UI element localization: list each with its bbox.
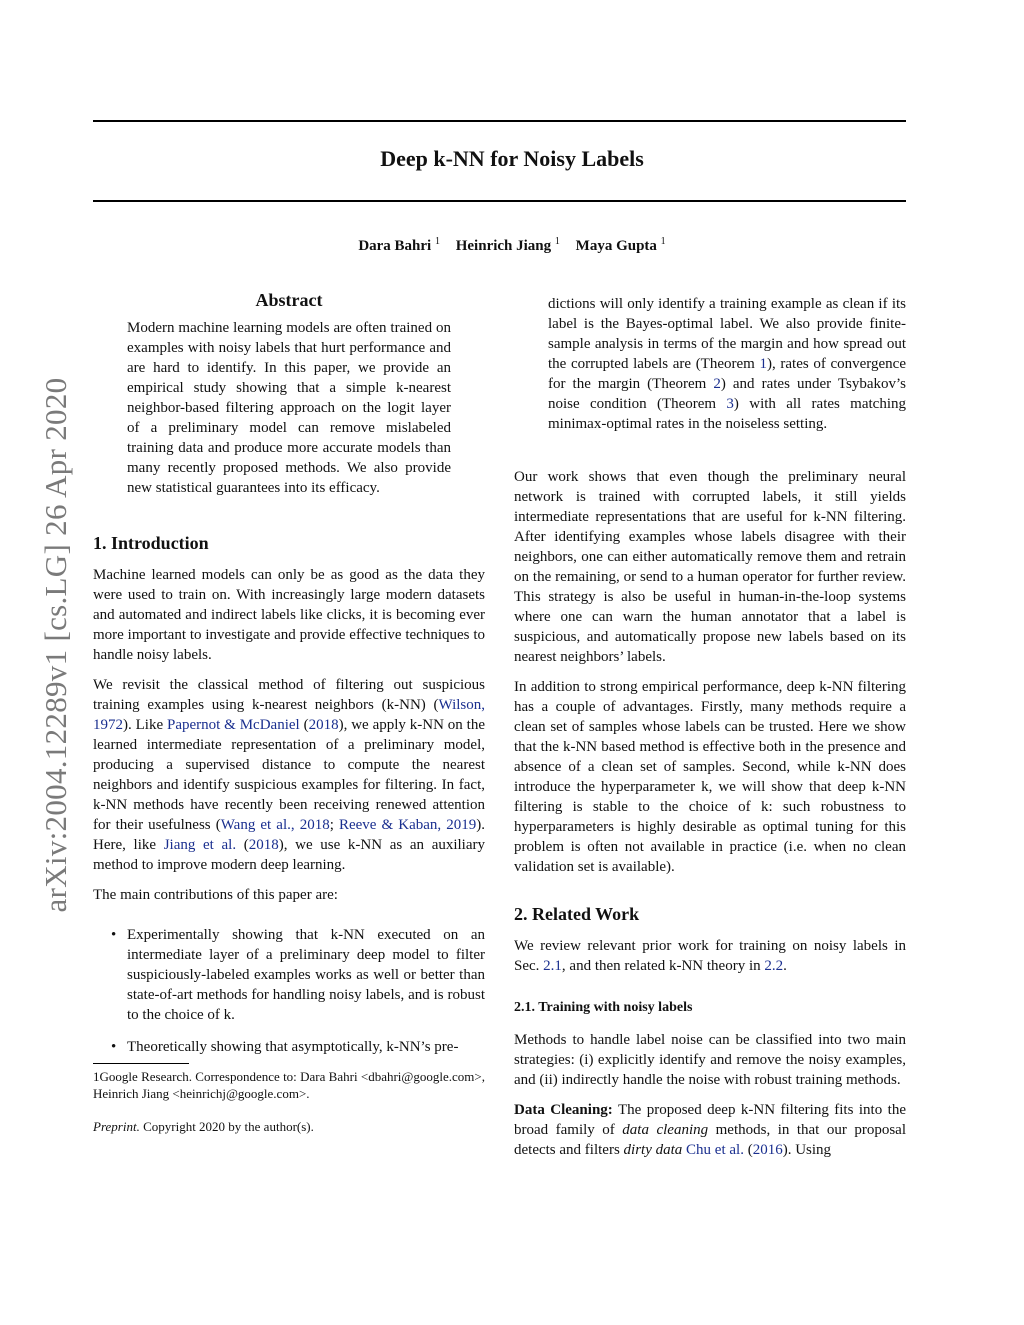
author-name: Dara Bahri bbox=[358, 238, 432, 254]
author-name: Heinrich Jiang bbox=[455, 238, 552, 254]
text-span: ), we apply k-NN on the learned intermediate representation of a preliminary model, producing a supervised distance to compute the nearest neighbors and identify suspicious examples for filtering. In fact, k-NN methods have recently been receiving renewed attention for their usefulness ( bbox=[93, 717, 485, 833]
title-rule-bottom bbox=[93, 200, 906, 202]
section-heading-introduction: 1. Introduction bbox=[93, 533, 209, 553]
section-link[interactable]: 2.2 bbox=[764, 958, 784, 974]
footnote-rule bbox=[93, 1063, 189, 1064]
paper-title: Deep k-NN for Noisy Labels bbox=[380, 146, 644, 171]
theorem-link[interactable]: 1 bbox=[759, 356, 767, 372]
contributions-list bbox=[93, 925, 485, 1057]
preprint-label: Preprint. bbox=[93, 1119, 140, 1134]
abstract-text: Modern machine learning models are often trained on examples with noisy labels that hurt performance and are hard to identify. In this paper, we provide an empirical study showing that a simple k-nearest neighbor-based filtering approach on the logit layer of a preliminary model can remove mislabeled training data and produce more accurate models than many recently proposed methods. We also provide new statistical guarantees into its efficacy. bbox=[127, 320, 451, 496]
section-heading-related-work: 2. Related Work bbox=[514, 904, 640, 924]
text-span: We revisit the classical method of filtering out suspicious training examples using k-nearest neighbors (k-NN) ( bbox=[93, 677, 485, 713]
advantages-paragraph: In addition to strong empirical performance, deep k-NN filtering has a couple of advantages. Firstly, many methods require a clean set of samples whose labels can be trusted. Here we show that the k-NN based method is effective both in the presence and absence of a clean set of samples. Second, while k-NN does introduce the hyperparameter k, we will show that deep k-NN filtering is stable to the choice of k: such robustness to hyperparameters is highly desirable as optimal tuning for this problem is often not available in practice (i.e. when no clean validation set is available). bbox=[514, 679, 906, 875]
run-in-heading: Data Cleaning: bbox=[514, 1102, 613, 1118]
intro-paragraph-3: The main contributions of this paper are: bbox=[93, 887, 338, 903]
preprint-text: Copyright 2020 by the author(s). bbox=[139, 1119, 314, 1134]
citation-link[interactable]: 2016 bbox=[752, 1142, 783, 1158]
author-2 bbox=[456, 238, 560, 254]
data-cleaning-paragraph bbox=[514, 1100, 906, 1160]
text-span: methods, in that our proposal detects and filters bbox=[514, 1122, 906, 1158]
arxiv-identifier: arXiv:2004.12289v1 [cs.LG] 26 Apr 2020 bbox=[38, 377, 73, 913]
abstract-body bbox=[127, 318, 451, 498]
citation-link[interactable]: Jiang et al. bbox=[163, 837, 237, 853]
theorem-link[interactable]: 3 bbox=[726, 396, 734, 412]
author-affiliation: 1 bbox=[434, 236, 440, 247]
citation-link[interactable]: Wang et al., 2018 bbox=[220, 817, 330, 833]
author-3 bbox=[576, 238, 666, 254]
text-span: ) and rates under Tsybakov’s noise condition (Theorem bbox=[548, 376, 907, 412]
citation-link[interactable]: Reeve & Kaban, 2019 bbox=[338, 817, 477, 833]
intro-paragraph-1: Machine learned models can only be as good as the data they were used to train on. With increasingly large modern datasets and automated and indirect labels like clicks, it is becoming ever more important to investigate and provide effective techniques to handle noisy labels. bbox=[93, 567, 485, 663]
text-span: . bbox=[783, 958, 787, 974]
intro-paragraph-2 bbox=[93, 675, 485, 875]
emphasis: data cleaning bbox=[622, 1122, 709, 1138]
author-1 bbox=[358, 238, 440, 254]
list-item-text: Theoretically showing that asymptotically, k-NN’s pre- bbox=[127, 1039, 459, 1055]
author-name: Maya Gupta bbox=[575, 238, 657, 254]
section-link[interactable]: 2.1 bbox=[543, 958, 562, 974]
author-list bbox=[0, 236, 1024, 255]
text-span: ). Here, like bbox=[93, 817, 486, 853]
text-span: , and then related k-NN theory in bbox=[561, 958, 765, 974]
citation-link[interactable]: 2018 bbox=[248, 837, 279, 853]
citation-link[interactable]: Wilson, 1972 bbox=[93, 697, 485, 733]
preprint-notice bbox=[93, 1118, 485, 1135]
emphasis: dirty data bbox=[623, 1142, 683, 1158]
footnote-text: 1Google Research. Correspondence to: Dara Bahri <dbahri@google.com>, Heinrich Jiang <heinrichj@google.com>. bbox=[93, 1069, 485, 1101]
footnote bbox=[93, 1068, 485, 1102]
right-column bbox=[514, 294, 906, 1160]
subsection-heading-noisy-labels: 2.1. Training with noisy labels bbox=[514, 1000, 693, 1015]
bullet-continuation-text bbox=[548, 294, 906, 434]
text-span: ). Like bbox=[123, 717, 167, 733]
text-span: dictions will only identify a training example as clean if its label is the Bayes-optimal label. We also provide finite-sample analysis in terms of the margin and how spread out the corrupted labels are (Theorem bbox=[548, 296, 906, 372]
text-span: ). Using bbox=[782, 1142, 832, 1158]
bullet-icon: • bbox=[111, 927, 117, 943]
list-item bbox=[93, 925, 485, 1025]
text-span: ; bbox=[329, 817, 339, 833]
bullet-continuation bbox=[548, 294, 906, 434]
list-item bbox=[93, 1037, 485, 1057]
author-affiliation: 1 bbox=[554, 236, 560, 247]
list-item-text: Experimentally showing that k-NN executed on an intermediate layer of a preliminary deep model to filter suspiciously-labeled examples works as well or better than state-of-art methods for handling noisy labels, and is robust to the choice of k. bbox=[127, 927, 485, 1023]
citation-link[interactable]: Papernot & McDaniel bbox=[166, 717, 300, 733]
bullet-icon: • bbox=[111, 1039, 117, 1055]
theorem-link[interactable]: 2 bbox=[713, 376, 721, 392]
abstract-heading: Abstract bbox=[255, 290, 323, 310]
text-span: ) with all rates matching minimax-optimal rates in the noiseless setting. bbox=[548, 396, 906, 432]
text-span: The proposed deep k-NN filtering fits into the broad family of bbox=[514, 1102, 906, 1138]
text-span: ( bbox=[743, 1142, 753, 1158]
citation-link[interactable]: 2018 bbox=[308, 717, 339, 733]
text-span: We review relevant prior work for training on noisy labels in Sec. bbox=[514, 938, 906, 974]
author-affiliation: 1 bbox=[660, 236, 666, 247]
left-column bbox=[93, 290, 485, 1135]
text-span: ( bbox=[299, 717, 309, 733]
citation-link[interactable]: Chu et al. bbox=[686, 1142, 744, 1158]
text-span: ( bbox=[236, 837, 249, 853]
work-paragraph: Our work shows that even though the preliminary neural network is trained with corrupted labels, it still yields intermediate representations that are useful for k-NN filtering. After identifying examples whose labels disagree with their neighbors, one can either automatically remove them and retrain on the remaining, or send to a human operator for further review. This strategy is also be useful in human-in-the-loop systems where one can warn the human annotator that a label is suspicious, and automatically propose new labels based on its nearest neighbors’ labels. bbox=[514, 469, 906, 665]
title-rule-top bbox=[93, 120, 906, 122]
methods-paragraph: Methods to handle label noise can be classified into two main strategies: (i) explicitly identify and remove the noisy examples, and (ii) indirectly handle the noise with robust training methods. bbox=[514, 1032, 906, 1088]
text-span: ), rates of convergence for the margin (Theorem bbox=[548, 356, 906, 392]
text-span: ), we use k-NN as an auxiliary method to improve modern deep learning. bbox=[93, 837, 486, 873]
related-work-paragraph bbox=[514, 936, 906, 976]
